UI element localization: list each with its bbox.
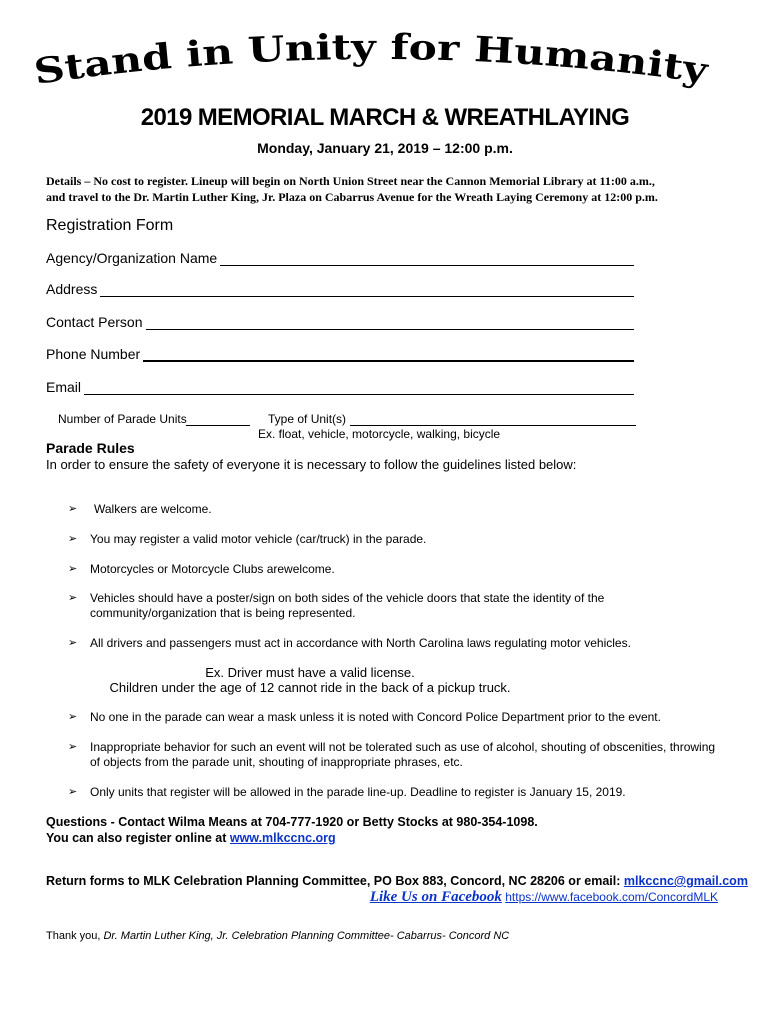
- arrow-bullet-icon: ➢: [68, 592, 78, 604]
- agency-input-line[interactable]: [220, 251, 634, 266]
- register-online: [46, 830, 538, 846]
- questions-block: [46, 814, 538, 846]
- arrow-bullet-icon: ➢: [68, 786, 78, 798]
- rule-item: [68, 532, 728, 547]
- arrow-bullet-icon: ➢: [68, 711, 78, 723]
- arrow-bullet-icon: ➢: [68, 503, 78, 515]
- email-label: Email: [46, 379, 82, 395]
- rule-item: [68, 785, 728, 800]
- event-date: Monday, January 21, 2019 – 12:00 p.m.: [257, 140, 513, 156]
- details-line-2: and travel to the Dr. Martin Luther King, Jr. Plaza on Cabarrus Avenue for the Wreath Laying Ceremony at 12:00 p.m.: [46, 190, 658, 204]
- rule-text: No one in the parade can wear a mask unless it is noted with Concord Police Department prior to the event.: [90, 710, 661, 724]
- arrow-bullet-icon: ➢: [68, 533, 78, 545]
- banner-text-path: Stand in Unity for Humanity: [31, 30, 706, 93]
- agency-field: [46, 246, 634, 266]
- questions-contact: Questions - Contact Wilma Means at 704-777-1920 or Betty Stocks at 980-354-1098.: [46, 815, 538, 829]
- email-link[interactable]: mlkccnc@gmail.com: [623, 874, 748, 888]
- registration-form-heading: Registration Form: [46, 217, 174, 234]
- unit-type-label: Type of Unit(s): [268, 412, 347, 426]
- address-label: Address: [46, 281, 98, 297]
- rule-text: Vehicles should have a poster/sign on both sides of the vehicle doors that state the identity of the community/organization that is being represented.: [90, 591, 605, 620]
- committee-signature: Dr. Martin Luther King, Jr. Celebration Planning Committee- Cabarrus- Concord NC: [103, 930, 510, 942]
- rule-text: Walkers are welcome.: [94, 502, 212, 516]
- facebook-url-link[interactable]: https://www.facebook.com/ConcordMLK: [505, 890, 718, 904]
- thank-you-prefix: Thank you,: [46, 930, 104, 942]
- rule-item: [68, 710, 728, 725]
- address-input-line[interactable]: [100, 282, 634, 297]
- unit-type-input-line[interactable]: [350, 425, 636, 426]
- address-field: [46, 277, 634, 297]
- contact-person-label: Contact Person: [46, 314, 143, 330]
- return-forms: [46, 874, 748, 888]
- return-forms-text: Return forms to MLK Celebration Planning Committee, PO Box 883, Concord, NC 28206 or email:: [46, 874, 624, 888]
- unit-type-hint: Ex. float, vehicle, motorcycle, walking, bicycle: [258, 427, 501, 441]
- email-input-line[interactable]: [84, 380, 634, 395]
- parade-rules-heading: Parade Rules: [46, 440, 135, 456]
- rule-item: [68, 740, 728, 770]
- rule-text: All drivers and passengers must act in accordance with North Carolina laws regulating motor vehicles.: [90, 636, 631, 650]
- agency-label: Agency/Organization Name: [46, 250, 218, 266]
- contact-person-field: [46, 310, 634, 330]
- phone-input-line[interactable]: [143, 346, 634, 362]
- phone-label: Phone Number: [46, 346, 141, 362]
- thank-you-line: [46, 930, 509, 942]
- rule-item: [68, 591, 628, 621]
- banner-text: [32, 30, 712, 93]
- rule-item: [68, 502, 728, 517]
- rule-item: [68, 636, 728, 651]
- email-field: [46, 375, 634, 395]
- banner-heading: [30, 30, 720, 98]
- rule-text: Motorcycles or Motorcycle Clubs arewelcome.: [90, 562, 335, 576]
- facebook-line: [370, 889, 718, 906]
- contact-person-input-line[interactable]: [146, 315, 635, 330]
- arrow-bullet-icon: ➢: [68, 637, 78, 649]
- event-details: [46, 173, 746, 205]
- register-online-prefix: You can also register online at: [46, 831, 230, 845]
- parade-rules-intro: In order to ensure the safety of everyone it is necessary to follow the guidelines listed below:: [46, 457, 577, 472]
- parade-units-input-line[interactable]: [186, 425, 250, 426]
- like-facebook-link[interactable]: Like Us on Facebook: [369, 889, 502, 905]
- phone-field: [46, 342, 634, 362]
- parade-units-label: Number of Parade Units: [58, 412, 187, 426]
- website-link[interactable]: www.mlkccnc.org: [229, 831, 336, 845]
- arrow-bullet-icon: ➢: [68, 741, 78, 753]
- rule-example-license: Ex. Driver must have a valid license.: [205, 665, 415, 680]
- rule-text: Inappropriate behavior for such an event will not be tolerated such as use of alcohol, shouting of obscenities, throwing of objects from the parade unit, shouting of inappropriate phrases, etc.: [90, 740, 716, 769]
- rule-example-pickup: Children under the age of 12 cannot ride in the back of a pickup truck.: [109, 680, 511, 695]
- rule-text: You may register a valid motor vehicle (car/truck) in the parade.: [90, 532, 427, 546]
- rule-text: Only units that register will be allowed in the parade line-up. Deadline to register is January 15, 2019.: [90, 785, 626, 799]
- arrow-bullet-icon: ➢: [68, 563, 78, 575]
- details-line-1: Details – No cost to register. Lineup will begin on North Union Street near the Cannon Memorial Library at 11:00 a.m.,: [46, 174, 655, 188]
- rule-item: [68, 562, 728, 577]
- event-title: 2019 MEMORIAL MARCH & WREATHLAYING: [140, 104, 630, 131]
- units-row: [58, 410, 636, 428]
